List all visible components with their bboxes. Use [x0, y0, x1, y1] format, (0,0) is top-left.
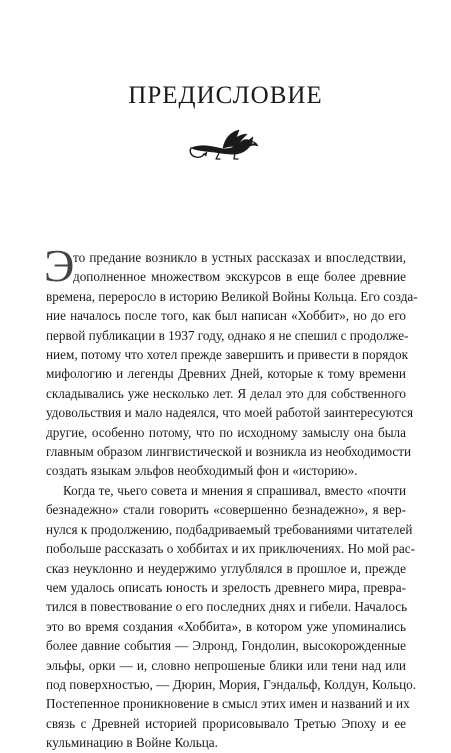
- text-line: это во время создания «Хоббита», в котором уже упоминались: [46, 618, 406, 634]
- dragon-ornament-icon: [187, 128, 265, 162]
- chapter-title: ПРЕДИСЛОВИЕ: [128, 82, 323, 109]
- text-line: кульминацию в Войне Кольца.: [46, 735, 218, 751]
- text-line: эльфы, орки — и, словно непрошеные блики или тени над или: [46, 657, 406, 673]
- text-line: то предание возникло в устных рассказах и впоследствии,: [73, 250, 406, 265]
- paragraph-2: [46, 481, 417, 753]
- text-line: складывались уже несколько лет. Я делал это для собственного: [46, 385, 406, 401]
- text-line: Постепенное проникновение в смысл этих имен и названий и их: [46, 696, 410, 712]
- text-line: под поверхностью, — Дюрин, Мория, Гэндальф, Колдун, Кольцо.: [46, 676, 417, 692]
- text-line: главным образом лингвистической и возникла из необходимости: [46, 444, 412, 460]
- text-line: Когда те, чьего совета и мнения я спрашивал, вместо «почти: [63, 482, 406, 498]
- text-line: побольше рассказать о хоббитах и их приключениях. Но мой рас-: [46, 541, 416, 557]
- text-line: связь с Древней историей прорисовывало Третью Эпоху и ее: [46, 715, 406, 731]
- text-line: первой публикации в 1937 году, однако я не спешил с продолже-: [46, 327, 409, 343]
- body-text: [44, 240, 418, 753]
- text-line: нием, потому что хотел прежде завершить и привести в порядок: [46, 347, 408, 363]
- text-line: создать языкам эльфов необходимый фон и «историю».: [46, 463, 358, 479]
- text-line: удовольствия и мало надеялся, что моей работой заинтересуются: [46, 405, 414, 421]
- text-line: нулся к продолжению, подбадриваемый требованиями читателей: [46, 521, 413, 537]
- text-line: безнадежно» стали говорить «совершенно безнадежно», я вер-: [46, 502, 406, 518]
- drop-cap: Э: [44, 240, 75, 291]
- text-line: чем удалось описать юность и зрелость древнего мира, превра-: [46, 579, 406, 595]
- text-line: мифологию и легенды Древних Дней, которые к тому времени: [46, 366, 406, 382]
- text-line: ние началось после того, как был написан «Хоббит», но до его: [46, 308, 406, 324]
- text-line: сказ неуклонно и неудержимо углублялся в прошлое и, прежде: [46, 560, 406, 576]
- paragraph-1: [44, 240, 418, 481]
- text-line: другие, особенно потому, что по исходному замыслу она была: [46, 424, 406, 440]
- text-line: тился в повествование о его последних днях и гибели. Началось: [46, 599, 408, 615]
- text-line: дополненное множеством экскурсов в еще более древние: [73, 269, 406, 285]
- text-line: времена, переросло в историю Великой Войны Кольца. Его созда-: [46, 288, 418, 304]
- text-line: более давние события — Элронд, Гондолин, высокорожденные: [46, 638, 406, 654]
